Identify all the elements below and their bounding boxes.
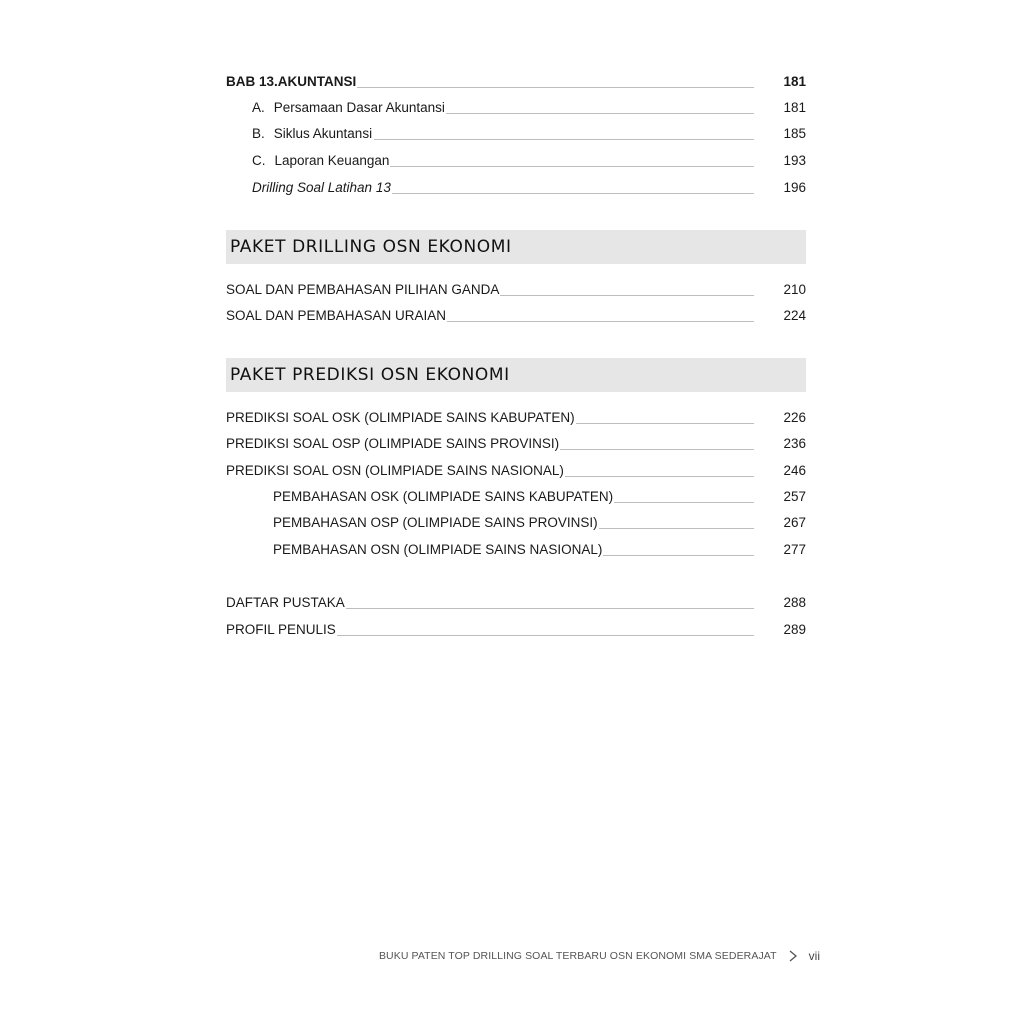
toc-entry-page: 277 bbox=[783, 542, 806, 557]
toc-entry-page: 181 bbox=[783, 74, 806, 89]
toc-entry-title: PEMBAHASAN OSK (OLIMPIADE SAINS KABUPATEN) bbox=[273, 489, 614, 504]
toc-entry-title bbox=[252, 100, 446, 116]
toc-entry-title bbox=[252, 153, 390, 169]
toc-entry-pilihan-ganda[interactable] bbox=[0, 282, 1024, 302]
toc-entry-title bbox=[252, 126, 373, 142]
dot-leader bbox=[444, 113, 754, 114]
dot-leader bbox=[336, 608, 754, 609]
section-heading-text: PAKET DRILLING OSN EKONOMI bbox=[230, 237, 512, 257]
toc-entry-page: 288 bbox=[783, 595, 806, 610]
section-heading-paket-drilling bbox=[226, 230, 806, 264]
toc-entry-page: 257 bbox=[783, 489, 806, 504]
footer-book-title: BUKU PATEN TOP DRILLING SOAL TERBARU OSN EKONOMI SMA SEDERAJAT bbox=[378, 950, 777, 962]
dot-leader bbox=[574, 528, 754, 529]
toc-item-c[interactable] bbox=[0, 153, 1024, 173]
dot-leader bbox=[374, 139, 754, 140]
toc-entry-title: PREDIKSI SOAL OSN (OLIMPIADE SAINS NASIONAL) bbox=[226, 463, 564, 478]
toc-entry-page: 289 bbox=[783, 622, 806, 637]
toc-entry-page: 226 bbox=[783, 410, 806, 425]
toc-entry-title: BAB 13.AKUNTANSI bbox=[226, 74, 357, 89]
toc-entry-page: 236 bbox=[783, 436, 806, 451]
dot-leader bbox=[582, 555, 754, 556]
toc-entry-pembahasan-osp[interactable] bbox=[0, 515, 1024, 535]
toc-entry-page: 196 bbox=[783, 180, 806, 195]
toc-entry-daftar-pustaka[interactable] bbox=[0, 595, 1024, 615]
toc-entry-pembahasan-osk[interactable] bbox=[0, 489, 1024, 509]
dot-leader bbox=[434, 321, 754, 322]
toc-entry-title: DAFTAR PUSTAKA bbox=[226, 595, 345, 610]
toc-item-text: Persamaan Dasar Akuntansi bbox=[273, 100, 445, 115]
toc-chapter-13[interactable] bbox=[0, 74, 1024, 94]
page-footer bbox=[379, 947, 820, 965]
toc-item-letter: B. bbox=[252, 126, 265, 141]
toc-drilling-13[interactable] bbox=[0, 180, 1024, 200]
dot-leader bbox=[536, 476, 754, 477]
dot-leader bbox=[326, 635, 754, 636]
footer-page-number: vii bbox=[808, 949, 820, 963]
toc-entry-title: PREDIKSI SOAL OSP (OLIMPIADE SAINS PROVINSI) bbox=[226, 436, 560, 451]
toc-entry-prediksi-osp[interactable] bbox=[0, 436, 1024, 456]
toc-entry-page: 181 bbox=[783, 100, 806, 115]
toc-entry-prediksi-osn[interactable] bbox=[0, 463, 1024, 483]
chevron-right-icon bbox=[787, 949, 799, 963]
dot-leader bbox=[564, 423, 754, 424]
toc-item-b[interactable] bbox=[0, 126, 1024, 146]
toc-entry-profil-penulis[interactable] bbox=[0, 622, 1024, 642]
toc-item-text: Laporan Keuangan bbox=[274, 153, 390, 168]
section-heading-paket-prediksi bbox=[226, 358, 806, 392]
dot-leader bbox=[486, 295, 754, 296]
section-heading-text: PAKET PREDIKSI OSN EKONOMI bbox=[230, 365, 510, 385]
toc-entry-prediksi-osk[interactable] bbox=[0, 410, 1024, 430]
toc-entry-title: PEMBAHASAN OSP (OLIMPIADE SAINS PROVINSI) bbox=[273, 515, 598, 530]
dot-leader bbox=[528, 449, 754, 450]
toc-entry-page: 210 bbox=[783, 282, 806, 297]
toc-entry-title: PREDIKSI SOAL OSK (OLIMPIADE SAINS KABUPATEN) bbox=[226, 410, 575, 425]
dot-leader bbox=[390, 166, 754, 167]
toc-item-letter: A. bbox=[252, 100, 265, 115]
toc-item-a[interactable] bbox=[0, 100, 1024, 120]
toc-entry-title: PEMBAHASAN OSN (OLIMPIADE SAINS NASIONAL) bbox=[273, 542, 603, 557]
toc-entry-page: 224 bbox=[783, 308, 806, 323]
toc-entry-title: PROFIL PENULIS bbox=[226, 622, 336, 637]
toc-entry-title: SOAL DAN PEMBAHASAN PILIHAN GANDA bbox=[226, 282, 500, 297]
dot-leader bbox=[390, 193, 754, 194]
toc-item-letter: C. bbox=[252, 153, 266, 168]
toc-entry-title: Drilling Soal Latihan 13 bbox=[252, 180, 391, 195]
toc-item-text: Siklus Akuntansi bbox=[273, 126, 373, 141]
toc-entry-uraian[interactable] bbox=[0, 308, 1024, 328]
toc-entry-pembahasan-osn[interactable] bbox=[0, 542, 1024, 562]
toc-entry-page: 193 bbox=[783, 153, 806, 168]
toc-entry-page: 267 bbox=[783, 515, 806, 530]
dot-leader bbox=[350, 87, 754, 88]
toc-entry-title: SOAL DAN PEMBAHASAN URAIAN bbox=[226, 308, 447, 323]
toc-entry-page: 246 bbox=[783, 463, 806, 478]
toc-entry-page: 185 bbox=[783, 126, 806, 141]
